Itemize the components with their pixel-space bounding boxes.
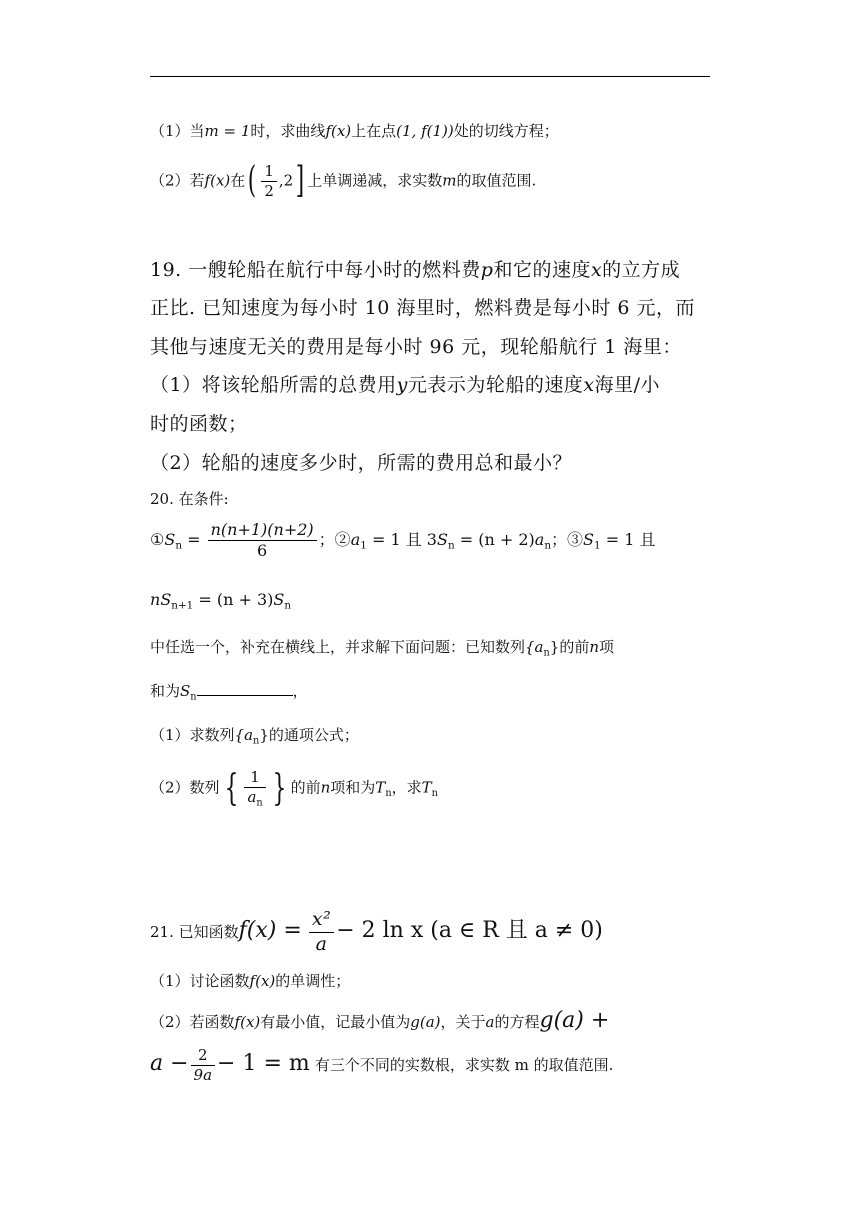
p19-line4: （1）将该轮船所需的总费用y元表示为轮船的速度x海里/小 xyxy=(150,374,660,396)
p20-line5: 和为$S_n$ ， xyxy=(150,682,308,703)
p19-line6: （2）轮船的速度多少时，所需的费用总和最小？ xyxy=(150,452,573,474)
p20-conditions: $①S_n$ = $\frac{n(n+1)(n+2)}{6}$ ；$②a_1 = 1$ 且 $3S_n = (n + 2)a_n$；$③S_1 = 1$ 且 xyxy=(150,520,656,560)
p19-line5: 时的函数； xyxy=(150,413,248,435)
p18-q2: （2）若f(x)在( $\frac{1}{2}$ ,2] 上单调递减，求实数m的取值范围. xyxy=(150,160,537,202)
p20-head: 20. 在条件: xyxy=(150,490,229,508)
p20-q2: （2）数列 { $\frac{1}{a_n}$ } 的前n项和为$T_n$，求$T_n$ xyxy=(150,767,438,809)
p21-q2-cont: a − $\frac{2}{9a}$ − 1 = m 有三个不同的实数根，求实数 m 的取值范围. xyxy=(150,1046,614,1084)
p19-line1: 19. 一艘轮船在航行中每小时的燃料费p和它的速度x的立方成 xyxy=(150,259,681,281)
p21-q1: （1）讨论函数f(x)的单调性； xyxy=(150,972,351,990)
p19-line3: 其他与速度无关的费用是每小时 96 元，现轮船航行 1 海里： xyxy=(150,336,682,358)
p20-line4: 中任选一个，补充在横线上，并求解下面问题：已知数列$\{a_n\}$的前n项 xyxy=(150,638,615,659)
p20-q1: （1）求数列$\{a_n\}$的通项公式； xyxy=(150,726,359,747)
answer-blank[interactable] xyxy=(197,694,293,696)
p20-condition3-cont: $nS_{n+1} = (n + 3)S_n$ xyxy=(150,590,292,612)
p18-q1: （1）当m = 1时，求曲线f(x)上在点(1, f(1))处的切线方程； xyxy=(150,122,559,140)
p21-q2: （2）若函数f(x)有最小值，记最小值为g(a)，关于a的方程g(a) + xyxy=(150,1008,610,1033)
header-rule xyxy=(150,76,710,77)
p21-head: 21. 已知函数f(x) = $\frac{\text{x²}}{a}$ − 2 ln x (a ∈ R 且 a ≠ 0) xyxy=(150,908,603,955)
p19-line2: 正比. 已知速度为每小时 10 海里时，燃料费是每小时 6 元，而 xyxy=(150,297,696,319)
